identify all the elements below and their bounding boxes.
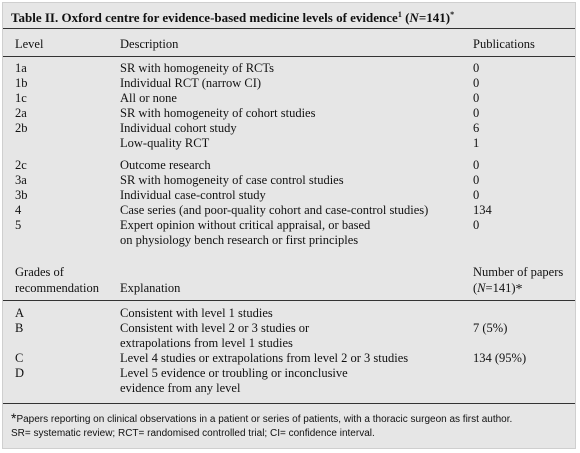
publications-cell: 0 <box>473 188 480 202</box>
header-number-of-papers-n <box>473 281 522 297</box>
header-star: * <box>515 282 523 297</box>
papers-cell: 134 (95%) <box>473 351 527 365</box>
level-cell: 2c <box>15 158 27 172</box>
publications-cell: 0 <box>473 61 480 75</box>
publications-cell: 0 <box>473 76 480 90</box>
level-cell: 3b <box>15 188 28 202</box>
explanation-cell: evidence from any level <box>120 381 241 395</box>
table-panel <box>2 2 576 449</box>
description-cell: Individual case-control study <box>120 188 266 202</box>
level-cell: 1b <box>15 76 28 90</box>
grade-cell: A <box>15 306 25 320</box>
explanation-cell: Consistent with level 2 or 3 studies or <box>120 321 310 335</box>
description-cell: Case series (and poor-quality cohort and case-control studies) <box>120 203 429 217</box>
title-reference: 1 <box>397 10 402 19</box>
grade-cell: B <box>15 321 24 335</box>
description-cell: SR with homogeneity of case control studies <box>120 173 344 187</box>
description-cell: SR with homogeneity of cohort studies <box>120 106 316 120</box>
description-cell: Individual cohort study <box>120 121 237 135</box>
publications-cell: 0 <box>473 218 480 232</box>
level-cell: 1c <box>15 91 27 105</box>
publications-cell: 0 <box>473 173 480 187</box>
footnote-line-1: Papers reporting on clinical observations in a patient or series of patients, with a thoracic surgeon as first author. <box>16 414 513 425</box>
grades-header-rule <box>3 300 575 301</box>
description-cell: SR with homogeneity of RCTs <box>120 61 274 75</box>
title-n-close: =141) <box>418 10 451 25</box>
level-cell: 3a <box>15 173 27 187</box>
title-n-variable: N <box>409 10 419 25</box>
description-cell: on physiology bench research or first principles <box>120 233 359 247</box>
publications-cell: 0 <box>473 91 480 105</box>
header-grade: recommendation <box>15 281 99 295</box>
level-cell: 1a <box>15 61 27 75</box>
description-cell: Low-quality RCT <box>120 136 210 150</box>
grade-cell: C <box>15 351 24 365</box>
header-description: Description <box>120 37 179 51</box>
explanation-cell: extrapolations from level 1 studies <box>120 336 293 350</box>
bottom-rule <box>3 403 575 404</box>
header-rule <box>3 56 575 57</box>
title-n-open: ( <box>405 10 410 25</box>
explanation-cell: Consistent with level 1 studies <box>120 306 273 320</box>
publications-cell: 1 <box>473 136 480 150</box>
header-grade: Grades of <box>15 265 64 279</box>
header-n-variable: N <box>477 281 486 295</box>
header-n-open: ( <box>473 281 478 295</box>
level-cell: 4 <box>15 203 22 217</box>
footnote-abbreviations: SR= systematic review; RCT= randomised controlled trial; CI= confidence interval. <box>11 428 375 439</box>
publications-cell: 0 <box>473 106 480 120</box>
description-cell: Outcome research <box>120 158 211 172</box>
explanation-cell: Level 5 evidence or troubling or inconclusive <box>120 366 348 380</box>
level-cell: 5 <box>15 218 22 232</box>
description-cell: Individual RCT (narrow CI) <box>120 76 262 90</box>
title-text: Table II. Oxford centre for evidence-based medicine levels of evidence <box>11 10 398 25</box>
header-level: Level <box>15 37 44 51</box>
table-title <box>11 7 454 26</box>
header-number-of-papers: Number of papers <box>473 265 564 279</box>
footnote-papers <box>11 412 512 426</box>
header-publications: Publications <box>473 37 535 51</box>
level-cell: 2b <box>15 121 28 135</box>
level-cell: 2a <box>15 106 27 120</box>
footnote-star: * <box>11 410 17 426</box>
header-n-close: =141) <box>485 281 516 295</box>
publications-cell: 0 <box>473 158 480 172</box>
header-explanation: Explanation <box>120 281 181 295</box>
explanation-cell: Level 4 studies or extrapolations from level 2 or 3 studies <box>120 351 409 365</box>
publications-cell: 6 <box>473 121 480 135</box>
top-rule <box>3 28 575 29</box>
description-cell: Expert opinion without critical appraisal, or based <box>120 218 371 232</box>
title-star: * <box>450 10 455 19</box>
description-cell: All or none <box>120 91 177 105</box>
papers-cell: 7 (5%) <box>473 321 508 335</box>
grade-cell: D <box>15 366 25 380</box>
publications-cell: 134 <box>473 203 492 217</box>
